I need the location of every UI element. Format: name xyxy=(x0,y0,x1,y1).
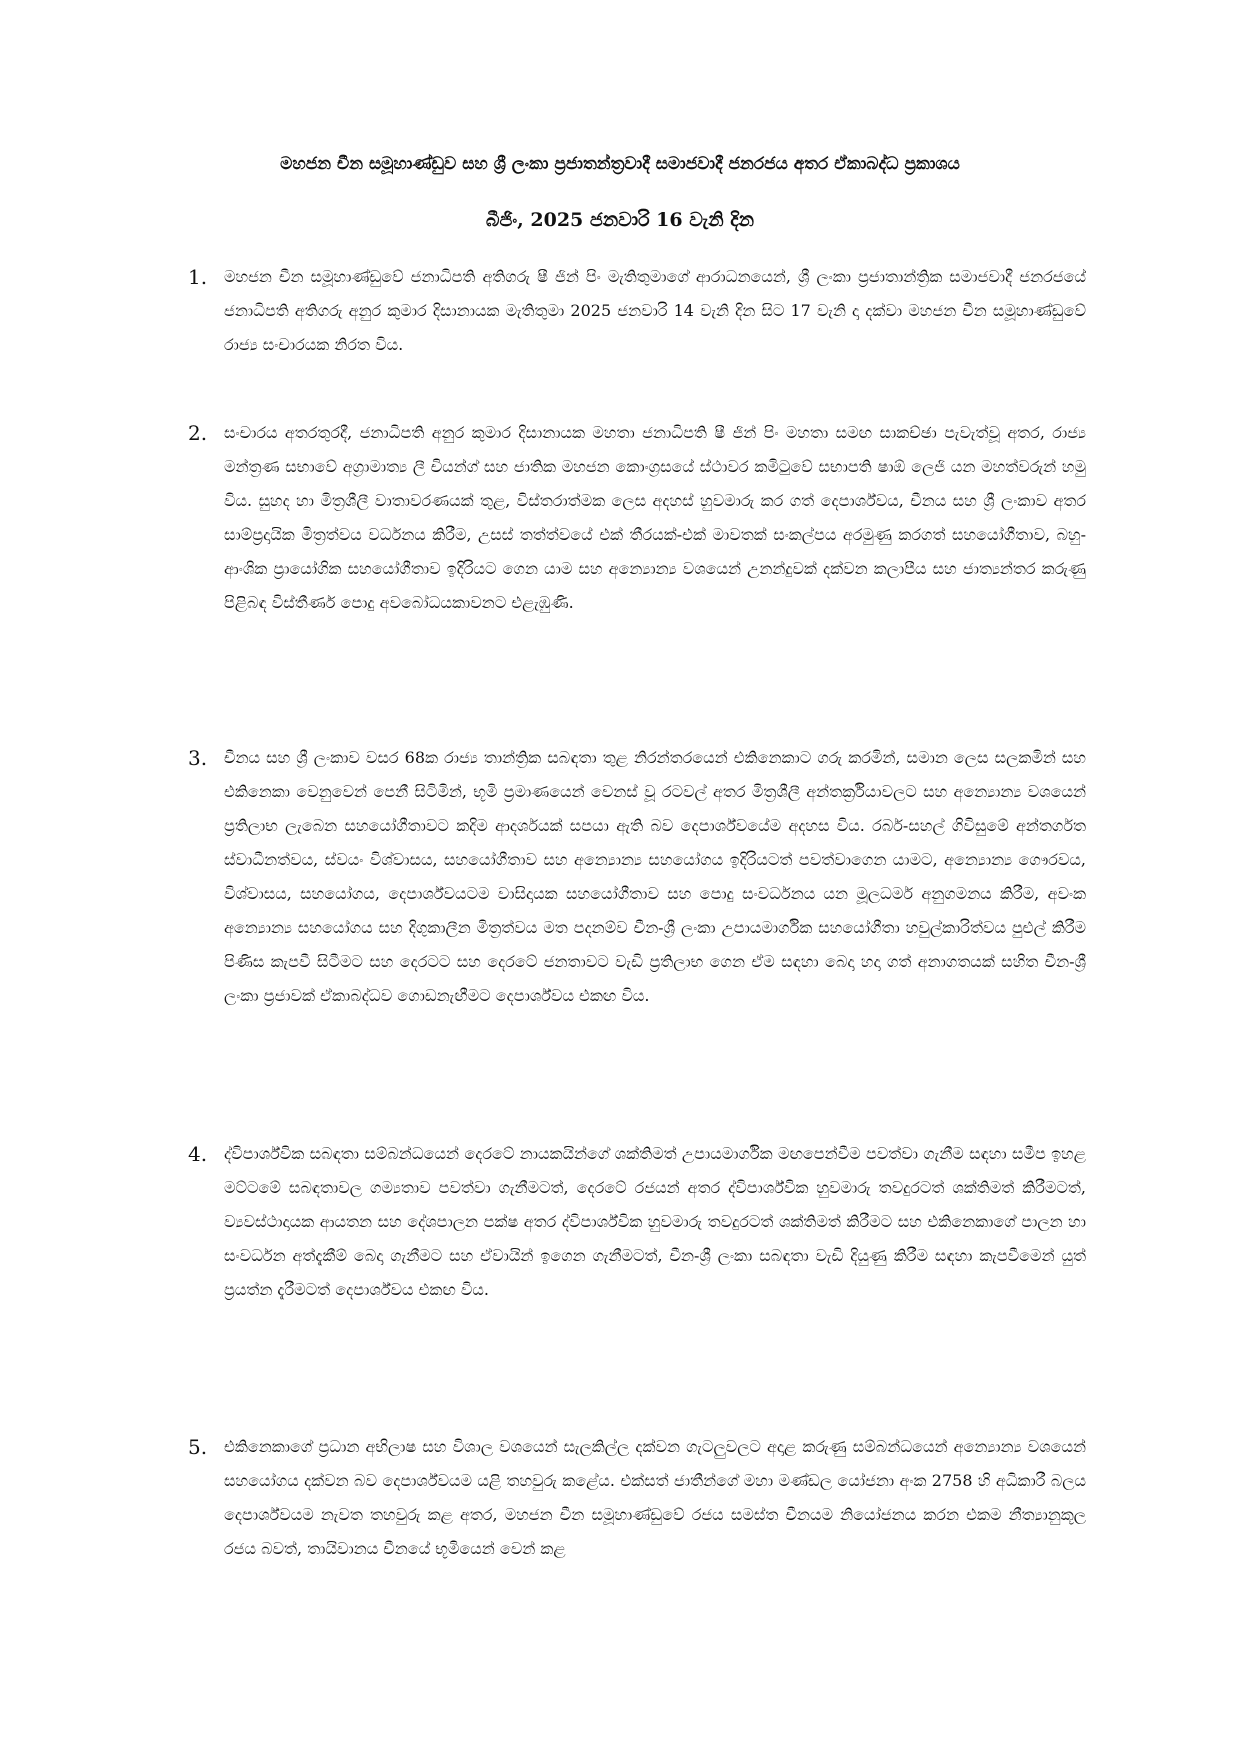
paragraph-number: 4. xyxy=(188,1142,208,1166)
paragraph-text: චීනය සහ ශ්‍රී ලංකාව වසර 68ක රාජ්‍ය තාන්ත්‍රික සබඳතා තුළ නිරන්තරයෙන් එකිනෙකාට ගරු කරමින්, සමාන ලෙස සලකමින් සහ එකිනෙකා වෙනුවෙන් පෙනී සිටිමින්, භූමි ප්‍රමාණයෙන් වෙනස් වූ රටවල් අතර මිත්‍රශීලී අන්තර්ක්‍රියාවලට සහ අන්‍යොන්‍ය වශයෙන් ප්‍රතිලාභ ලැබෙන සහයෝගීතාවට කදිම ආදර්ශයක් සපයා ඇති බව දෙපාර්ශ්වයේම අදහස විය. රබර්-සහල් ගිවිසුමේ අන්තර්ගත ස්වාධීනත්වය, ස්වයං විශ්වාසය, සහයෝගීතාව සහ අන්‍යොන්‍ය සහයෝගය ඉදිරියටත් පවත්වාගෙන යාමට, අන්‍යොන්‍ය ගෞරවය, විශ්වාසය, සහයෝගය, දෙපාර්ශ්වයටම වාසිදායක සහයෝගීතාව සහ පොදු සංවර්ධනය යන මූලධර්ම අනුගමනය කිරීම, අවංක අන්‍යොන්‍ය සහයෝගය සහ දිගුකාලීන මිත්‍රත්වය මත පදනම්ව චීන-ශ්‍රී ලංකා උපායමාර්ගික සහයෝගීතා හවුල්කාරිත්වය පුළුල් කිරීම පිණිස කැපවී සිටීමට සහ දෙරටට සහ දෙරටේ ජනතාවට වැඩි ප්‍රතිලාභ ගෙන ඒම සඳහා බෙදා හදා ගත් අනාගතයක් සහිත චීන-ශ්‍රී ලංකා ප්‍රජාවක් ඒකාබද්ධව ගොඩනැඟීමට දෙපාර්ශ්වය එකඟ විය. xyxy=(224,748,1086,1005)
paragraph-number: 5. xyxy=(188,1435,208,1459)
paragraph-number: 1. xyxy=(188,265,208,289)
paragraph-text: එකිනෙකාගේ ප්‍රධාන අභිලාෂ සහ විශාල වශයෙන් සැලකිල්ල දක්වන ගැටලුවලට අදාළ කරුණු සම්බන්ධයෙන් අන්‍යොන්‍ය වශයෙන් සහයෝගය දක්වන බව දෙපාර්ශ්වයම යළි තහවුරු කළේය. එක්සත් ජාතීන්ගේ මහා මණ්ඩල යෝජනා අංක 2758 හි අධිකාරී බලය දෙපාර්ශ්වයම නැවත තහවුරු කළ අතර, මහජන චීන සමූහාණ්ඩුවේ රජය සමස්ත චීනයම නියෝජනය කරන එකම නීත්‍යානුකූල රජය බවත්, තායිවානය චීනයේ භූමියෙන් වෙන් කළ xyxy=(224,1437,1086,1558)
paragraph-number: 2. xyxy=(188,421,208,445)
document-title: මහජන චීන සමූහාණ්ඩුව සහ ශ්‍රී ලංකා ප්‍රජාතන්ත්‍රවාදී සමාජවාදී ජනරජය අතර ඒකාබද්ධ ප්‍රකාශය xyxy=(280,154,960,174)
paragraph-text: සංචාරය අතරතුරදී, ජනාධිපති අනුර කුමාර දිසානායක මහතා ජනාධිපති ෂී ජින් පිං මහතා සමඟ සාකච්ඡා පැවැත්වූ අතර, රාජ්‍ය මන්ත්‍රණ සභාවේ අග්‍රාමාත්‍ය ලී චියන්ග් සහ ජාතික මහජන කොංග්‍රසයේ ස්ථාවර කමිටුවේ සභාපති ෂාඕ ලෙජි යන මහත්වරුන් හමු විය. සුහද හා මිත්‍රශීලී වාතාවරණයක් තුළ, විස්තරාත්මක ලෙස අදහස් හුවමාරු කර ගත් දෙපාර්ශ්වය, චීනය සහ ශ්‍රී ලංකාව අතර සාම්ප්‍රදායික මිත්‍රත්වය වර්ධනය කිරීම, උසස් තත්ත්වයේ එක් තීරයක්-එක් මාවතක් සංකල්පය අරමුණු කරගත් සහයෝගීතාව, බහු-ආංශික ප්‍රායෝගික සහයෝගීතාව ඉදිරියට ගෙන යාම සහ අන්‍යොන්‍ය වශයෙන් උනන්දුවක් දක්වන කලාපීය සහ ජාත්‍යන්තර කරුණු පිළිබඳ විස්තීර්ණ පොදු අවබෝධයකාවනට එළැඹුණි. xyxy=(224,423,1086,612)
paragraph-text: ද්විපාර්ශ්වික සබඳතා සම්බන්ධයෙන් දෙරටේ නායකයින්ගේ ශක්තිමත් උපායමාර්ගික මඟපෙන්වීම පවත්වා ගැනීම සඳහා සමීප ඉහළ මට්ටමේ සබඳතාවල ගම්‍යතාව පවත්වා ගැනීමටත්, දෙරටේ රජයන් අතර ද්විපාර්ශ්වික හුවමාරු තවදුරටත් ශක්තිමත් කිරීමටත්, ව්‍යවස්ථාදායක ආයතන සහ දේශපාලන පක්ෂ අතර ද්විපාර්ශ්වික හුවමාරු තවදුරටත් ශක්තිමත් කිරීමට සහ එකිනෙකාගේ පාලන හා සංවර්ධන අත්දැකීම් බෙදා ගැනීමට සහ ඒවායින් ඉගෙන ගැනීමටත්, චීන-ශ්‍රී ලංකා සබඳතා වැඩි දියුණු කිරීම සඳහා කැපවීමෙන් යුත් ප්‍රයත්න දැරීමටත් දෙපාර්ශ්වය එකඟ විය. xyxy=(224,1144,1086,1299)
paragraph-number: 3. xyxy=(188,746,208,770)
paragraph-text: මහජන චීන සමූහාණ්ඩුවේ ජනාධිපති අතිගරු ෂී ජින් පිං මැතිතුමාගේ ආරාධනයෙන්, ශ්‍රී ලංකා ප්‍රජාතාන්ත්‍රික සමාජවාදී ජනරජයේ ජනාධිපති අතිගරු අනුර කුමාර දිසානායක මැතිතුමා 2025 ජනවාරි 14 වැනි දින සිට 17 වැනි දා දක්වා මහජන චීන සමූහාණ්ඩුවේ රාජ්‍ය සංචාරයක නිරත විය. xyxy=(224,267,1086,354)
document-date-line: බීජිං, 2025 ජනවාරි 16 වැනි දින xyxy=(485,209,755,231)
